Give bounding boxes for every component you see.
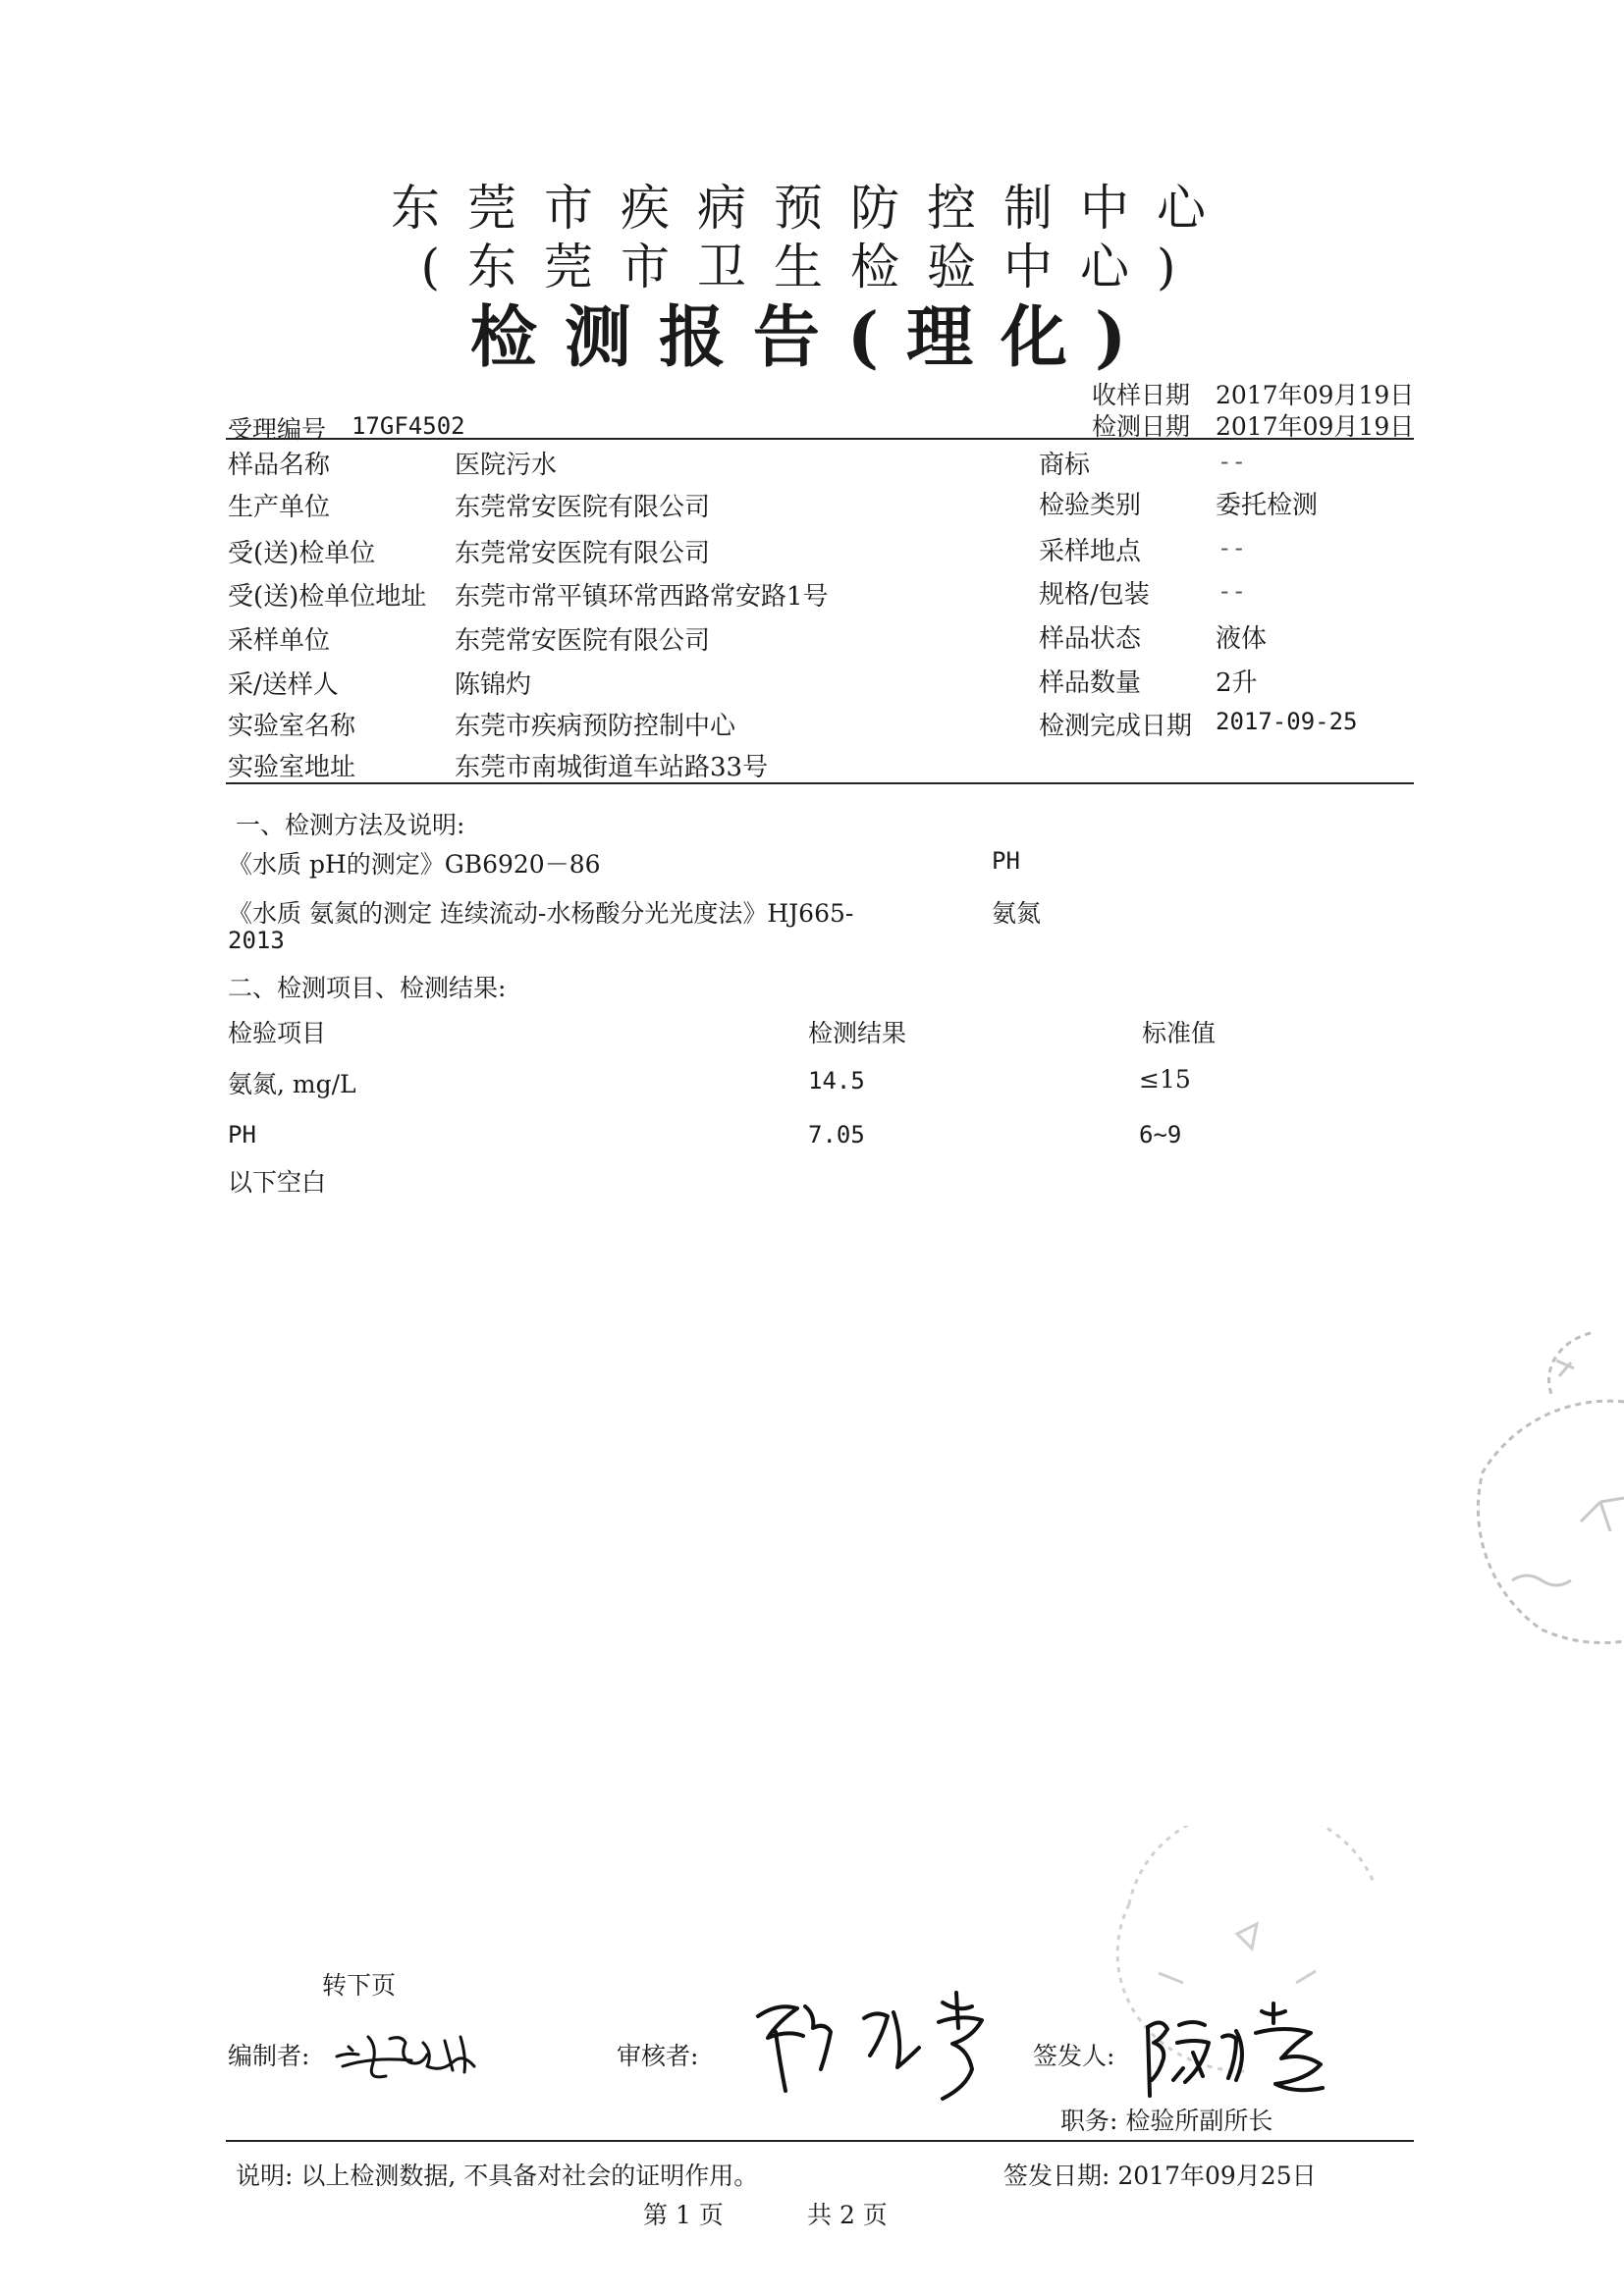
result-item: PH: [228, 1121, 256, 1148]
info-label: 实验室地址: [228, 753, 356, 782]
issuer-position: 职务: 检验所副所长: [1060, 2107, 1273, 2135]
col-item: 检验项目: [228, 1019, 327, 1047]
reviewer-label: 审核者:: [617, 2042, 699, 2070]
methods-heading: 一、检测方法及说明:: [236, 811, 465, 839]
result-item: 氨氮, mg/L: [228, 1070, 356, 1098]
info-label: 采/送样人: [228, 670, 339, 700]
info-value: 医院污水: [455, 451, 558, 480]
info-label: 商标: [1039, 451, 1091, 480]
method-item: 氨氮: [992, 899, 1042, 928]
compiler-signature-icon: [329, 2017, 496, 2096]
info-label: 样品名称: [228, 451, 331, 480]
end-note: 以下空白: [228, 1168, 327, 1197]
info-value: 东莞市南城街道车站路33号: [455, 753, 769, 782]
info-value: 东莞市疾病预防控制中心: [455, 712, 736, 741]
continue-note: 转下页: [322, 1971, 397, 2000]
info-value: 委托检测: [1216, 491, 1319, 520]
info-label: 样品状态: [1039, 624, 1142, 654]
method-text-cont: 2013: [228, 927, 285, 954]
seal-stamp-icon: [1463, 1325, 1624, 1653]
info-value: --: [1218, 534, 1246, 561]
info-label: 采样地点: [1039, 537, 1142, 566]
info-bottom-rule: [226, 782, 1414, 784]
info-value: 液体: [1216, 624, 1268, 654]
page-number: 第 1 页: [643, 2201, 724, 2229]
receive-date-label: 收样日期: [1092, 381, 1191, 409]
org-name: 东莞市疾病预防控制中心: [391, 180, 1233, 237]
page-total: 共 2 页: [807, 2201, 888, 2229]
issuer-label: 签发人:: [1033, 2042, 1115, 2070]
col-standard: 标准值: [1142, 1019, 1217, 1047]
result-value: 7.05: [808, 1121, 865, 1148]
method-item: PH: [992, 847, 1020, 875]
issue-date: 签发日期: 2017年09月25日: [1003, 2162, 1317, 2190]
report-title: 检测报告(理化): [469, 298, 1155, 377]
info-label: 受(送)检单位地址: [228, 582, 427, 612]
footer-rule: [226, 2140, 1414, 2142]
accept-no: 17GF4502: [352, 412, 465, 440]
info-label: 检测完成日期: [1039, 712, 1193, 741]
col-result: 检测结果: [808, 1019, 907, 1047]
result-standard: ≤15: [1139, 1065, 1191, 1094]
info-label: 采样单位: [228, 626, 331, 656]
info-value: 2017-09-25: [1216, 708, 1358, 735]
test-date-label: 检测日期: [1092, 412, 1191, 441]
info-label: 规格/包装: [1039, 580, 1150, 610]
issuer-signature-icon: [1134, 1998, 1330, 2106]
method-text: 《水质 氨氮的测定 连续流动-水杨酸分光光度法》HJ665-: [228, 899, 854, 928]
info-label: 检验类别: [1039, 491, 1142, 520]
info-value: 2升: [1216, 668, 1258, 698]
results-heading: 二、检测项目、检测结果:: [228, 974, 507, 1002]
info-value: --: [1218, 448, 1246, 475]
info-value: 东莞常安医院有限公司: [455, 493, 711, 522]
info-label: 样品数量: [1039, 668, 1142, 698]
org-subname: (东莞市卫生检验中心): [420, 239, 1204, 295]
compiler-label: 编制者:: [228, 2042, 310, 2070]
result-value: 14.5: [808, 1067, 865, 1095]
info-value: 东莞市常平镇环常西路常安路1号: [455, 582, 829, 612]
top-rule: [226, 438, 1414, 440]
result-standard: 6~9: [1139, 1121, 1182, 1148]
info-value: --: [1218, 577, 1246, 605]
reviewer-signature-icon: [746, 1983, 1011, 2110]
info-value: 陈锦灼: [455, 670, 532, 700]
info-label: 受(送)检单位: [228, 539, 376, 568]
info-value: 东莞常安医院有限公司: [455, 626, 711, 656]
method-text: 《水质 pH的测定》GB6920－86: [228, 850, 601, 879]
info-label: 生产单位: [228, 493, 331, 522]
footer-note: 说明: 以上检测数据, 不具备对社会的证明作用。: [236, 2162, 759, 2190]
test-date: 2017年09月19日: [1216, 412, 1415, 441]
accept-no-label: 受理编号: [228, 415, 327, 444]
info-label: 实验室名称: [228, 712, 356, 741]
info-value: 东莞常安医院有限公司: [455, 539, 711, 568]
receive-date: 2017年09月19日: [1216, 381, 1415, 409]
